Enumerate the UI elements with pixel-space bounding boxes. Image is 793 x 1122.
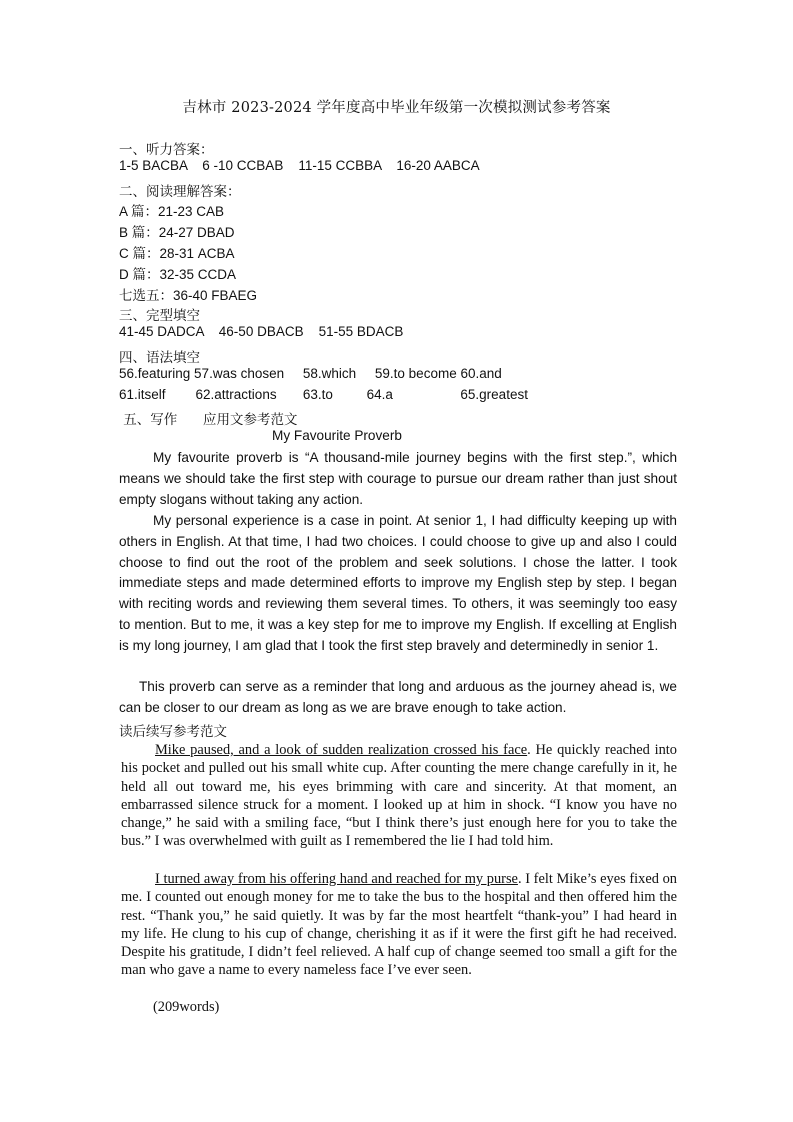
- reading-d: D 篇：32-35 CCDA: [119, 267, 237, 282]
- paragraph-text: . He quickly reached into his pocket and pulled out his small white cup. After counting the mere change carefully in it, he held all out toward me, his eyes brimming with care and sincerity. At that moment, an embarrassed silence struck for a moment. I looked up at him in shock. “I know you have no change,” he said with a smiling face, “but I think there’s just enough here for you to take the bus.” I was overwhelmed with guilt as I remembered the lie I had told him.: [121, 742, 677, 850]
- listening-heading: 一、听力答案：: [119, 142, 214, 158]
- cloze-heading: 三、完型填空: [119, 308, 200, 324]
- writing-heading: 五、写作 应用文参考范文: [119, 412, 298, 428]
- reading-a: A 篇：21-23 CAB: [119, 204, 225, 219]
- continuation-heading: 读后续写参考范文: [119, 724, 227, 740]
- underlined-opening-sentence: Mike paused, and a look of sudden realization crossed his face: [155, 742, 528, 758]
- essay-paragraph-1: My favourite proverb is “A thousand-mile journey begins with the first step.”, which means we should take the first step with courage to pursue our dream rather than just shout empty slogans without taking any action.: [119, 450, 677, 507]
- cloze-answers: 41-45 DADCA 46-50 DBACB 51-55 BDACB: [119, 324, 404, 339]
- continuation-paragraph-2: [121, 870, 677, 980]
- reading-c: C 篇：28-31 ACBA: [119, 246, 235, 261]
- reading-seven-choose-five: 七选五：36-40 FBAEG: [119, 288, 258, 303]
- grammar-heading: 四、语法填空: [119, 350, 200, 366]
- essay-paragraph-2: My personal experience is a case in point. At senior 1, I had difficulty keeping up with others in English. At that time, I had two choices. I could choose to give up and also I could choose to find out the root of the problem and seek solutions. I chose the latter. I took immediate steps and made determined efforts to improve my English step by step. I began with reciting words and reviewing them several times. To others, it was seemingly too easy to mention. But to me, it was a key step for me to improve my English. If excelling at English is my long journey, I am glad that I took the first step bravely and determinedly in senior 1.: [119, 513, 677, 653]
- listening-answers: 1-5 BACBA 6 -10 CCBAB 11-15 CCBBA 16-20 AABCA: [119, 158, 480, 173]
- grammar-answers-line-2: 61.itself 62.attractions 63.to 64.a 65.greatest: [119, 387, 528, 402]
- reading-heading: 二、阅读理解答案：: [119, 184, 241, 200]
- essay-paragraph-3: This proverb can serve as a reminder that long and arduous as the journey ahead is, we can be closer to our dream as long as we are brave enough to take action.: [119, 679, 677, 715]
- page-title: 吉林市 2023-2024 学年度高中毕业年级第一次模拟测试参考答案: [182, 100, 611, 116]
- paragraph-text: . I felt Mike’s eyes fixed on me. I counted out enough money for me to take the bus to the hospital and then offered him the rest. “Thank you,” he said quietly. It was by far the most heartfelt “thank-you” I had heard in my life. He clung to his cup of change, cherishing it as if it were the first gift he had received. Despite his gratitude, I didn’t feel relieved. A half cup of change seemed too small a gift for the man who gave a name to every nameless face I’ve ever seen.: [121, 871, 678, 979]
- essay-title: My Favourite Proverb: [272, 428, 402, 443]
- underlined-opening-sentence: I turned away from his offering hand and reached for my purse: [155, 871, 518, 887]
- reading-b: B 篇：24-27 DBAD: [119, 225, 235, 240]
- grammar-answers-line-1: 56.featuring 57.was chosen 58.which 59.to become 60.and: [119, 366, 502, 381]
- word-count: (209words): [153, 999, 220, 1015]
- continuation-paragraph-1: [121, 741, 677, 851]
